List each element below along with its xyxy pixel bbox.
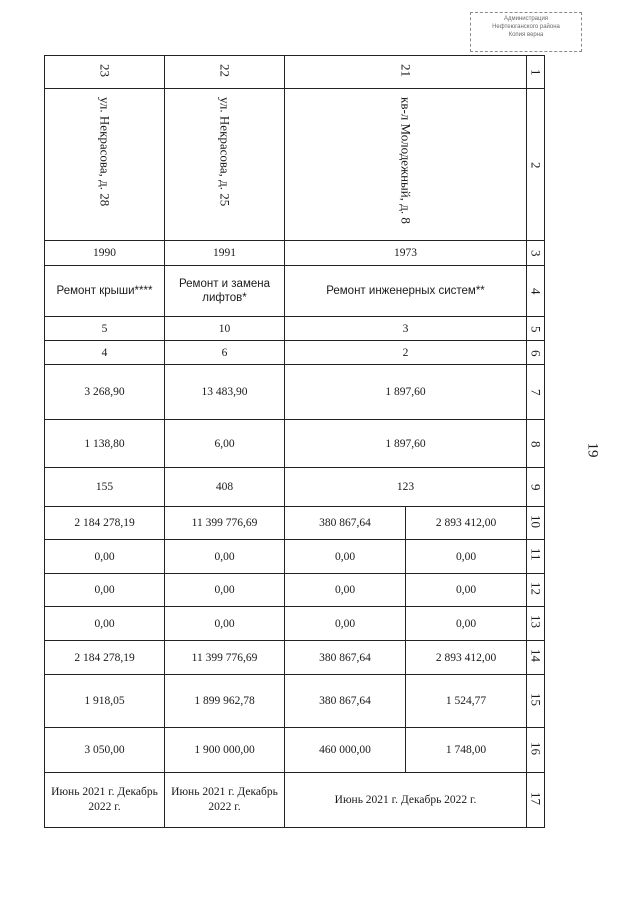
table-cell: 0,00 xyxy=(406,607,527,641)
stamp-line: Администрация xyxy=(503,16,549,22)
table-cell: 0,00 xyxy=(285,540,406,574)
page-number: 19 xyxy=(584,442,601,458)
row-number: 3 xyxy=(527,241,545,266)
table-cell: Июнь 2021 г. Декабрь 2022 г. xyxy=(45,773,165,828)
table-cell: Ремонт крыши**** xyxy=(45,266,165,317)
row-number: 8 xyxy=(527,420,545,468)
table-row xyxy=(45,540,545,574)
stamp-line: Копия верна xyxy=(508,32,544,38)
table-cell: 0,00 xyxy=(165,540,285,574)
table-cell: 13 483,90 xyxy=(165,365,285,420)
table-cell: 1 138,80 xyxy=(45,420,165,468)
row-number: 1 xyxy=(527,56,545,89)
table-cell: 0,00 xyxy=(406,574,527,607)
table-cell: 0,00 xyxy=(45,574,165,607)
table-cell: кв-л Молодежный, д. 8 xyxy=(285,89,527,241)
table-cell: 6,00 xyxy=(165,420,285,468)
row-number: 16 xyxy=(527,728,545,773)
table-cell: 10 xyxy=(165,317,285,341)
row-number: 9 xyxy=(527,468,545,507)
row-number: 5 xyxy=(527,317,545,341)
table-cell: 380 867,64 xyxy=(285,507,406,540)
table-cell: 0,00 xyxy=(285,607,406,641)
table-cell: Июнь 2021 г. Декабрь 2022 г. xyxy=(285,773,527,828)
row-number: 2 xyxy=(527,89,545,241)
table-cell: 0,00 xyxy=(406,540,527,574)
table-row xyxy=(45,675,545,728)
table-row xyxy=(45,317,545,341)
row-number: 15 xyxy=(527,675,545,728)
repair-program-table xyxy=(44,55,545,828)
row-number: 10 xyxy=(527,507,545,540)
table-row xyxy=(45,773,545,828)
table-cell: 1 900 000,00 xyxy=(165,728,285,773)
table-cell: Ремонт инженерных систем** xyxy=(285,266,527,317)
table-cell: 380 867,64 xyxy=(285,641,406,675)
table-cell: 2 184 278,19 xyxy=(45,507,165,540)
table-cell: 21 xyxy=(285,56,527,89)
stamp-line: Нефтеюганского района xyxy=(492,24,560,30)
table-cell: 3 268,90 xyxy=(45,365,165,420)
table-cell: 5 xyxy=(45,317,165,341)
table-cell: 0,00 xyxy=(285,574,406,607)
table-row xyxy=(45,468,545,507)
table-cell: 0,00 xyxy=(45,607,165,641)
table-row xyxy=(45,574,545,607)
table-row xyxy=(45,641,545,675)
table-cell: 1 748,00 xyxy=(406,728,527,773)
row-number: 12 xyxy=(527,574,545,607)
table-row xyxy=(45,365,545,420)
table-cell: 11 399 776,69 xyxy=(165,507,285,540)
table-row xyxy=(45,420,545,468)
table-cell: 4 xyxy=(45,341,165,365)
table-row xyxy=(45,241,545,266)
table-cell: 0,00 xyxy=(165,574,285,607)
table-row xyxy=(45,728,545,773)
table-cell: 1 524,77 xyxy=(406,675,527,728)
table-cell: 22 xyxy=(165,56,285,89)
row-number: 11 xyxy=(527,540,545,574)
table-row xyxy=(45,607,545,641)
table-cell: 1 918,05 xyxy=(45,675,165,728)
table-cell: 380 867,64 xyxy=(285,675,406,728)
row-number: 4 xyxy=(527,266,545,317)
table-cell: 1 897,60 xyxy=(285,420,527,468)
table-cell: 6 xyxy=(165,341,285,365)
row-number: 14 xyxy=(527,641,545,675)
table-cell: 155 xyxy=(45,468,165,507)
table-cell: 23 xyxy=(45,56,165,89)
row-number: 17 xyxy=(527,773,545,828)
table-cell: 2 184 278,19 xyxy=(45,641,165,675)
table-cell: 123 xyxy=(285,468,527,507)
certification-stamp xyxy=(470,12,582,52)
table-cell: Ремонт и замена лифтов* xyxy=(165,266,285,317)
row-number: 7 xyxy=(527,365,545,420)
table-row xyxy=(45,341,545,365)
table-cell: 2 893 412,00 xyxy=(406,641,527,675)
table-cell: 3 050,00 xyxy=(45,728,165,773)
row-number: 6 xyxy=(527,341,545,365)
table-cell: 1991 xyxy=(165,241,285,266)
table-cell: 2 xyxy=(285,341,527,365)
table-cell: 2 893 412,00 xyxy=(406,507,527,540)
table-cell: 0,00 xyxy=(45,540,165,574)
table-cell: 1 899 962,78 xyxy=(165,675,285,728)
row-number: 13 xyxy=(527,607,545,641)
table-cell: 1 897,60 xyxy=(285,365,527,420)
table-cell: 460 000,00 xyxy=(285,728,406,773)
table-row xyxy=(45,56,545,89)
table-row xyxy=(45,89,545,241)
table-cell: 11 399 776,69 xyxy=(165,641,285,675)
table-cell: 3 xyxy=(285,317,527,341)
table-cell: 408 xyxy=(165,468,285,507)
table-cell: 0,00 xyxy=(165,607,285,641)
table-cell: ул. Некрасова, д. 28 xyxy=(45,89,165,241)
table-row xyxy=(45,507,545,540)
table-cell: Июнь 2021 г. Декабрь 2022 г. xyxy=(165,773,285,828)
table-cell: 1990 xyxy=(45,241,165,266)
table-cell: 1973 xyxy=(285,241,527,266)
table-row xyxy=(45,266,545,317)
table-cell: ул. Некрасова, д. 25 xyxy=(165,89,285,241)
